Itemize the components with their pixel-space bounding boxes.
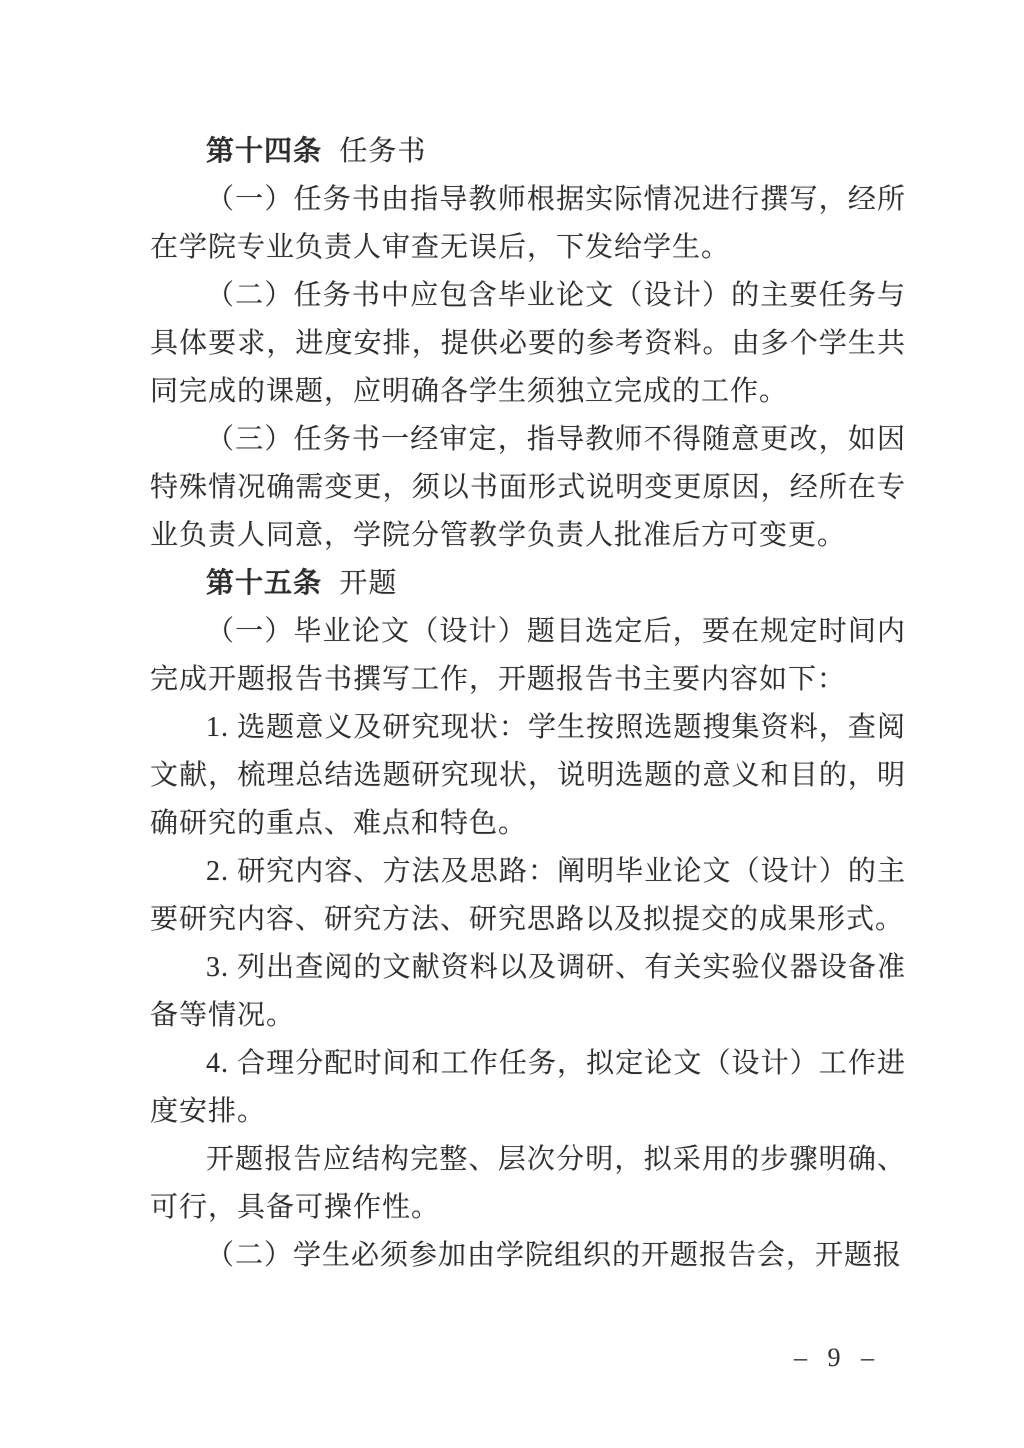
paragraph: 开题报告应结构完整、层次分明，拟采用的步骤明确、可行，具备可操作性。 xyxy=(150,1144,906,1223)
article-heading xyxy=(150,560,906,608)
paragraph: 2. 研究内容、方法及思路：阐明毕业论文（设计）的主要研究内容、研究方法、研究思路以及拟提交的成果形式。 xyxy=(150,856,906,935)
paragraph: （二）学生必须参加由学院组织的开题报告会，开题报 xyxy=(206,1240,903,1271)
paragraph: （二）任务书中应包含毕业论文（设计）的主要任务与具体要求，进度安排，提供必要的参考资料。由多个学生共同完成的课题，应明确各学生须独立完成的工作。 xyxy=(150,280,906,407)
article-title: 开题 xyxy=(339,568,398,599)
article-title: 任务书 xyxy=(339,136,427,167)
document-body xyxy=(150,128,906,1280)
article-number: 第十四条 xyxy=(206,136,323,167)
paragraph: 1. 选题意义及研究现状：学生按照选题搜集资料，查阅文献，梳理总结选题研究现状，说明选题的意义和目的，明确研究的重点、难点和特色。 xyxy=(150,712,906,839)
paragraph: 3. 列出查阅的文献资料以及调研、有关实验仪器设备准备等情况。 xyxy=(150,952,906,1031)
article-number: 第十五条 xyxy=(206,568,323,599)
paragraph: （三）任务书一经审定，指导教师不得随意更改，如因特殊情况确需变更，须以书面形式说明变更原因，经所在专业负责人同意，学院分管教学负责人批准后方可变更。 xyxy=(150,424,906,551)
paragraph: （一）任务书由指导教师根据实际情况进行撰写，经所在学院专业负责人审查无误后，下发给学生。 xyxy=(150,184,906,263)
paragraph: 4. 合理分配时间和工作任务，拟定论文（设计）工作进度安排。 xyxy=(150,1048,906,1127)
page-number: – 9 – xyxy=(794,1343,876,1372)
paragraph: （一）毕业论文（设计）题目选定后，要在规定时间内完成开题报告书撰写工作，开题报告书主要内容如下： xyxy=(150,616,906,695)
article-heading xyxy=(150,128,906,176)
